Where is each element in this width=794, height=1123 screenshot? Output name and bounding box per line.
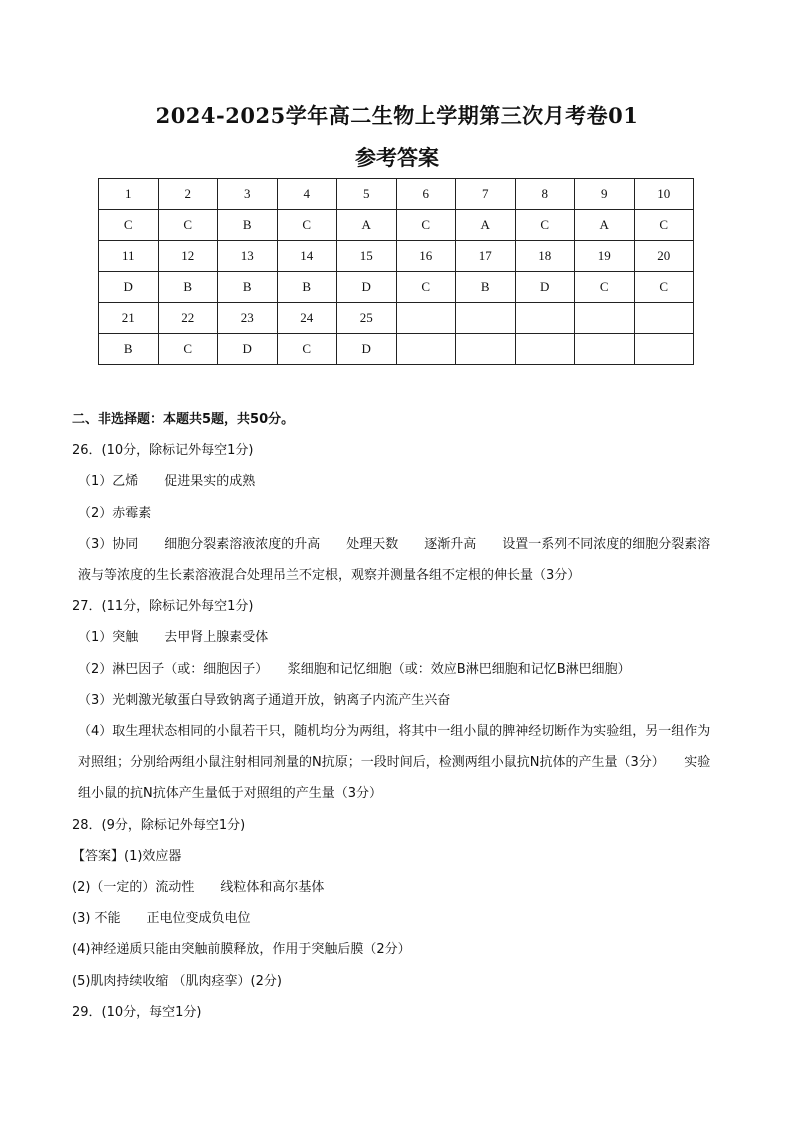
question-number-cell xyxy=(396,303,456,334)
answer-cell: D xyxy=(218,334,278,365)
answer-cell: C xyxy=(158,210,218,241)
q28-part2: (2)（一定的）流动性 线粒体和高尔基体 xyxy=(72,880,325,896)
q27-header: 27．(11分，除标记外每空1分) xyxy=(72,599,254,615)
answer-cell: C xyxy=(396,210,456,241)
question-number-cell xyxy=(456,303,516,334)
answer-cell: C xyxy=(575,272,635,303)
answer-cell: D xyxy=(337,334,397,365)
non-choice-answers xyxy=(72,404,722,1028)
section-heading: 二、非选择题：本题共5题，共50分。 xyxy=(72,412,295,427)
answer-cell: B xyxy=(277,272,337,303)
q28-part4: (4)神经递质只能由突触前膜释放，作用于突触后膜（2分） xyxy=(72,942,411,958)
q27-part1: （1）突触 去甲肾上腺素受体 xyxy=(78,630,269,646)
q27-part2: （2）淋巴因子（或：细胞因子） 浆细胞和记忆细胞（或：效应B淋巴细胞和记忆B淋巴细胞） xyxy=(78,661,631,677)
answer-cell: C xyxy=(515,210,575,241)
question-number-cell: 21 xyxy=(99,303,159,334)
question-number-cell: 4 xyxy=(277,179,337,210)
q26-header: 26．(10分，除标记外每空1分) xyxy=(72,443,254,459)
question-number-cell: 6 xyxy=(396,179,456,210)
q27-part3: （3）光刺激光敏蛋白导致钠离子通道开放，钠离子内流产生兴奋 xyxy=(78,692,451,708)
answer-cell: C xyxy=(158,334,218,365)
answer-cell: B xyxy=(218,210,278,241)
answer-cell: C xyxy=(634,210,694,241)
question-number-cell: 5 xyxy=(337,179,397,210)
question-number-cell: 3 xyxy=(218,179,278,210)
question-number-cell: 1 xyxy=(99,179,159,210)
q28-header: 28．(9分，除标记外每空1分) xyxy=(72,817,246,833)
question-number-cell: 25 xyxy=(337,303,397,334)
answer-cell: B xyxy=(218,272,278,303)
question-number-cell: 2 xyxy=(158,179,218,210)
question-number-cell: 24 xyxy=(277,303,337,334)
q28-part5: (5)肌肉持续收缩 （肌肉痉挛）(2分) xyxy=(72,973,282,989)
answer-cell: D xyxy=(99,272,159,303)
answer-cell: C xyxy=(99,210,159,241)
question-number-cell: 8 xyxy=(515,179,575,210)
answer-cell: D xyxy=(337,272,397,303)
question-number-cell: 15 xyxy=(337,241,397,272)
answer-cell: B xyxy=(158,272,218,303)
page-subtitle: 参考答案 xyxy=(355,145,439,170)
answer-cell: C xyxy=(396,272,456,303)
answer-cell: B xyxy=(456,272,516,303)
q29-header: 29．(10分，每空1分) xyxy=(72,1004,202,1020)
answer-cell xyxy=(575,334,635,365)
question-number-cell: 20 xyxy=(634,241,694,272)
answer-cell: A xyxy=(575,210,635,241)
question-number-cell: 13 xyxy=(218,241,278,272)
question-number-cell: 18 xyxy=(515,241,575,272)
answer-cell xyxy=(396,334,456,365)
q26-part3: （3）协同 细胞分裂素溶液浓度的升高 处理天数 逐渐升高 设置一系列不同浓度的细胞分裂素溶液与等浓度的生长素溶液混合处理吊兰不定根，观察并测量各组不定根的伸长量（3分） xyxy=(78,536,711,584)
question-number-cell: 22 xyxy=(158,303,218,334)
answer-cell: B xyxy=(99,334,159,365)
answer-cell xyxy=(634,334,694,365)
table-row xyxy=(99,210,694,241)
question-number-cell xyxy=(634,303,694,334)
answer-cell xyxy=(456,334,516,365)
question-number-cell: 23 xyxy=(218,303,278,334)
answer-cell: C xyxy=(634,272,694,303)
question-number-cell xyxy=(515,303,575,334)
answer-cell: A xyxy=(456,210,516,241)
q28-part1: 【答案】(1)效应器 xyxy=(72,848,182,864)
question-number-cell: 10 xyxy=(634,179,694,210)
question-number-cell: 17 xyxy=(456,241,516,272)
question-number-cell: 11 xyxy=(99,241,159,272)
table-row xyxy=(99,241,694,272)
answer-cell xyxy=(515,334,575,365)
q26-part1: （1）乙烯 促进果实的成熟 xyxy=(78,474,256,490)
table-row xyxy=(99,334,694,365)
page-title: 2024-2025学年高二生物上学期第三次月考卷01 xyxy=(155,103,639,128)
answer-cell: A xyxy=(337,210,397,241)
answer-table xyxy=(98,178,694,365)
q26-part2: （2）赤霉素 xyxy=(78,505,152,521)
question-number-cell: 7 xyxy=(456,179,516,210)
question-number-cell: 19 xyxy=(575,241,635,272)
q28-part3: (3) 不能 正电位变成负电位 xyxy=(72,911,251,927)
table-row xyxy=(99,303,694,334)
answer-cell: C xyxy=(277,334,337,365)
question-number-cell: 9 xyxy=(575,179,635,210)
table-row xyxy=(99,272,694,303)
answer-cell: C xyxy=(277,210,337,241)
answer-cell: D xyxy=(515,272,575,303)
table-row xyxy=(99,179,694,210)
question-number-cell: 16 xyxy=(396,241,456,272)
q27-part4: （4）取生理状态相同的小鼠若干只，随机均分为两组，将其中一组小鼠的脾神经切断作为实验组，另一组作为对照组；分别给两组小鼠注射相同剂量的N抗原；一段时间后，检测两组小鼠抗N抗体的产生量（3分） 实验组小鼠的抗N抗体产生量低于对照组的产生量（3分） xyxy=(78,724,711,802)
question-number-cell: 14 xyxy=(277,241,337,272)
question-number-cell: 12 xyxy=(158,241,218,272)
question-number-cell xyxy=(575,303,635,334)
